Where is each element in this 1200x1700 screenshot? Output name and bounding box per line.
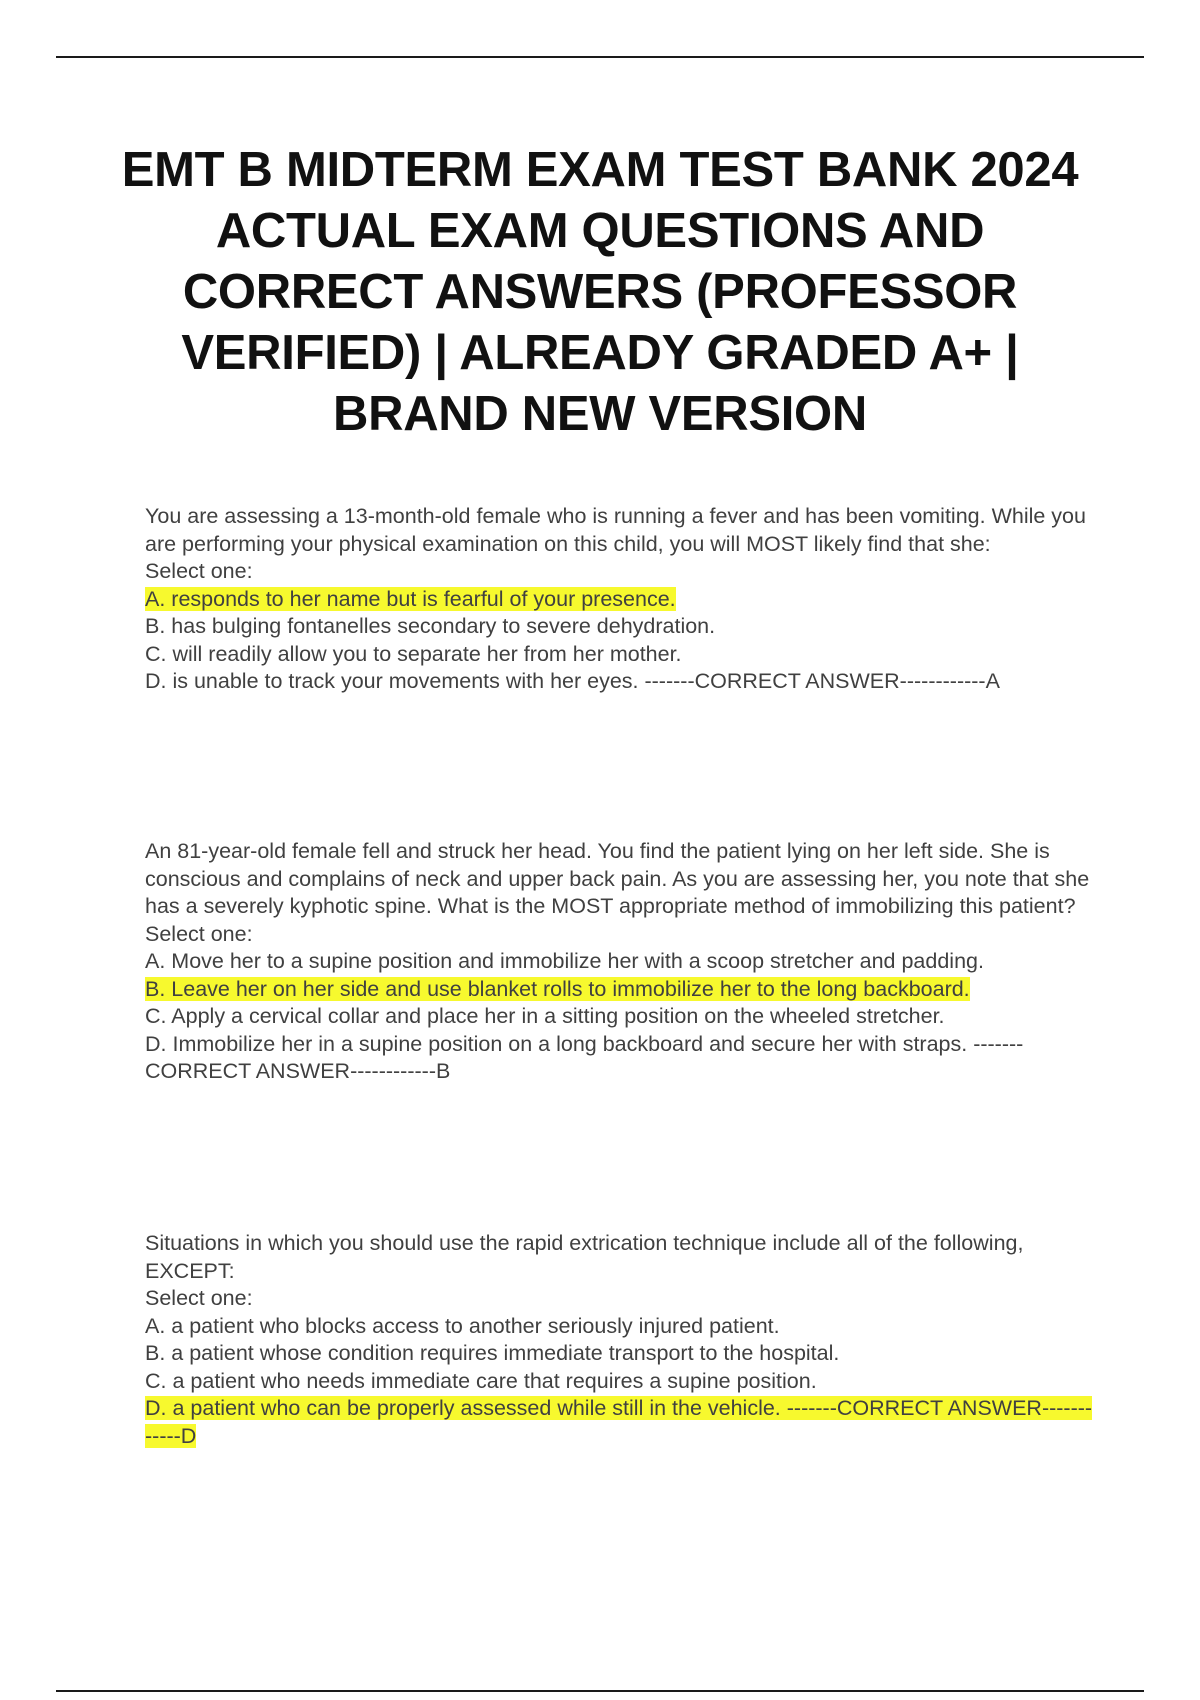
option-d-text: D. Immobilize her in a supine position on a long backboard and secure her with straps. — [145, 1031, 968, 1056]
option-a: A. Move her to a supine position and immobilize her with a scoop stretcher and padding. — [145, 949, 984, 973]
option-c: C. will readily allow you to separate her from her mother. — [145, 641, 682, 666]
document-title: EMT B MIDTERM EXAM TEST BANK 2024 ACTUAL EXAM QUESTIONS AND CORRECT ANSWERS (PROFESSOR VERIFIED) | ALREADY GRADED A+ | BRAND NEW VERSION — [121, 143, 1079, 441]
option-c: C. a patient who needs immediate care that requires a supine position. — [145, 1368, 817, 1393]
option-b: B. has bulging fontanelles secondary to severe dehydration. — [145, 614, 716, 638]
question-3 — [145, 1230, 1095, 1450]
option-c: C. Apply a cervical collar and place her in a sitting position on the wheeled stretcher. — [145, 1004, 945, 1028]
top-rule — [56, 56, 1144, 58]
option-d — [145, 668, 1095, 696]
bottom-rule — [56, 1690, 1144, 1692]
question-1 — [145, 503, 1095, 696]
option-d — [145, 1031, 1095, 1086]
correct-answer-marker: -------CORRECT ANSWER------------B — [145, 1031, 1024, 1083]
option-d-text: D. is unable to track your movements with her eyes. — [145, 669, 639, 693]
highlighted-correct-option: B. Leave her on her side and use blanket rolls to immobilize her to the long backboard. — [145, 976, 970, 1001]
select-label: Select one: — [145, 559, 253, 583]
question-stem: You are assessing a 13-month-old female who is running a fever and has been vomiting. While you are performing your physical examination on this child, you will MOST likely find that she: — [145, 504, 1086, 556]
question-stem: Situations in which you should use the rapid extrication technique include all of the following, EXCEPT: — [145, 1231, 1024, 1283]
option-d — [145, 1395, 1095, 1450]
option-a — [145, 586, 1095, 614]
question-stem: An 81-year-old female fell and struck her head. You find the patient lying on her left side. She is conscious and complains of neck and upper back pain. As you are assessing her, you note that she has a severely kyphotic spine. What is the MOST appropriate method of immobilizing this patient? — [145, 839, 1090, 918]
highlighted-correct-option: D. a patient who can be properly assessed while still in the vehicle. -------CORRECT ANSWER------------D — [145, 1396, 1093, 1448]
select-label: Select one: — [145, 921, 253, 946]
select-label: Select one: — [145, 1286, 253, 1310]
option-b: B. a patient whose condition requires immediate transport to the hospital. — [145, 1341, 840, 1365]
question-2 — [145, 838, 1095, 1086]
correct-answer-marker: -------CORRECT ANSWER------------A — [638, 669, 1000, 693]
option-b — [145, 976, 1095, 1004]
highlighted-correct-option: A. responds to her name but is fearful of your presence. — [145, 586, 676, 611]
option-a: A. a patient who blocks access to another seriously injured patient. — [145, 1313, 780, 1338]
